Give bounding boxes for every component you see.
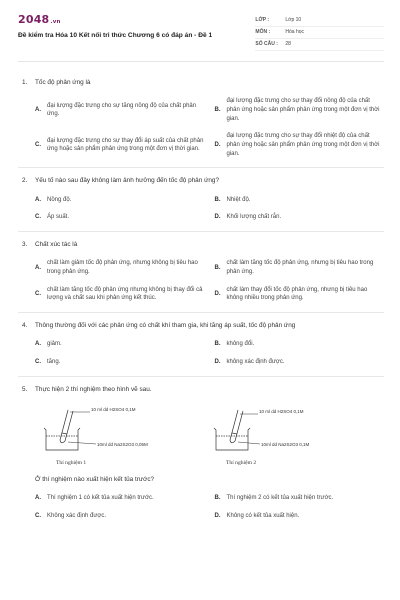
question-number: 2.	[22, 177, 28, 185]
answer-letter: A.	[35, 264, 41, 271]
answer-option-b[interactable]	[215, 259, 385, 276]
experiment-caption: Thí nghiệm 1	[56, 460, 87, 467]
exam-header	[18, 14, 384, 62]
answer-letter: B.	[214, 264, 221, 271]
logo-main: 2048	[18, 13, 50, 26]
meta-value: Lớp 10	[285, 16, 302, 23]
meta-row-class	[255, 15, 384, 27]
answer-letter: B.	[214, 196, 221, 203]
answer-text: Không có kết tủa xuất hiện.	[226, 513, 300, 520]
answer-letter: C.	[35, 513, 41, 520]
answer-option-b[interactable]	[215, 196, 385, 205]
answer-option-c[interactable]	[35, 286, 205, 303]
answer-option-d[interactable]	[215, 358, 385, 367]
exam-meta	[255, 15, 384, 51]
reagent-bottom-label: 10ml dd Na2S2O3 0,1M	[261, 442, 310, 448]
answer-option-d[interactable]	[215, 512, 385, 521]
experiment-caption: Thí nghiệm 2	[226, 460, 257, 467]
question-text: Thực hiện 2 thí nghiệm theo hình vẽ sau.	[35, 385, 152, 393]
answer-option-c[interactable]	[35, 213, 205, 222]
answer-option-a[interactable]	[35, 340, 205, 349]
question-number: 3.	[22, 241, 28, 249]
answer-letter: B.	[214, 106, 221, 113]
answer-option-c[interactable]	[35, 358, 205, 367]
meta-label: LỚP :	[255, 16, 270, 23]
question-number: 5.	[22, 385, 28, 393]
answer-text: Không xác định được.	[47, 513, 106, 520]
answer-option-a[interactable]	[35, 196, 205, 205]
answer-letter: C.	[35, 359, 41, 366]
header-left	[18, 14, 255, 40]
answer-option-a[interactable]	[35, 97, 205, 123]
answer-letter: B.	[214, 341, 221, 348]
question-1	[18, 70, 384, 168]
answer-text: giảm.	[47, 341, 62, 348]
question-3	[18, 232, 384, 313]
question-5	[18, 377, 384, 530]
question-stem	[18, 385, 384, 394]
answer-text: chất làm thay đổi tốc độ phản ứng, nhưng bị tiêu hao không nhiều trong phản ứng.	[226, 286, 368, 302]
experiment-figures	[18, 400, 384, 467]
answer-option-d[interactable]	[215, 132, 385, 158]
answer-option-b[interactable]	[215, 340, 385, 349]
experiment-1	[38, 400, 178, 467]
answer-text: đại lượng đặc trưng cho sự thay đổi nhiệt độ của chất phản ứng hoặc sản phẩm phản ứng trong một đơn vị thời gian.	[226, 133, 380, 157]
answer-text: đại lượng đặc trưng cho sự thay đổi áp suất của chất phản ứng hoặc sản phẩm phản ứng trong một đơn vị thời gian.	[47, 137, 204, 153]
meta-value: 28	[285, 40, 291, 47]
answer-letter: D.	[214, 359, 221, 366]
question-text: Tốc độ phản ứng là	[35, 79, 91, 86]
answer-options	[18, 494, 384, 520]
answer-options	[18, 97, 384, 158]
meta-row-count	[255, 39, 384, 51]
question-number: 1.	[22, 79, 28, 86]
answer-letter: A.	[35, 196, 41, 203]
answer-text: Thí nghiệm 2 có kết tủa xuất hiện trước.	[226, 495, 334, 502]
answer-text: chất làm tăng tốc độ phản ứng nhưng không bị thay đổi cả lượng và chất sau khi phản ứng kết thúc.	[47, 286, 203, 302]
site-logo[interactable]	[18, 14, 255, 26]
answer-text: đại lượng đặc trưng cho sự tăng nồng độ của chất phản ứng.	[47, 102, 197, 118]
question-stem	[18, 240, 384, 249]
answer-option-c[interactable]	[35, 512, 205, 521]
answer-option-a[interactable]	[35, 494, 205, 503]
answer-option-d[interactable]	[215, 286, 385, 303]
answer-text: Nhiệt độ.	[226, 196, 251, 203]
reagent-top-label: 10 ml dd H2SO4 0,1M	[259, 409, 304, 415]
question-2	[18, 168, 384, 232]
answer-letter: C.	[35, 291, 41, 298]
test-tube-icon	[60, 410, 73, 443]
answer-letter: D.	[214, 142, 221, 149]
answer-text: không xác định được.	[226, 359, 285, 366]
answer-options	[18, 196, 384, 222]
answer-options	[18, 340, 384, 366]
experiment-2-diagram	[208, 400, 348, 458]
answer-text: Áp suất.	[47, 214, 70, 221]
answer-text: chất làm tăng tốc độ phản ứng, nhưng bị tiêu hao trong phản ứng.	[226, 260, 374, 276]
answer-text: Thí nghiệm 1 có kết tủa xuất hiện trước.	[47, 495, 154, 502]
answer-letter: A.	[35, 106, 41, 113]
experiment-2	[208, 400, 348, 467]
answer-letter: C.	[35, 214, 41, 221]
answer-options	[18, 259, 384, 303]
answer-letter: B.	[214, 495, 221, 502]
question-4	[18, 313, 384, 377]
meta-row-subject	[255, 27, 384, 39]
experiment-1-diagram	[38, 400, 178, 458]
exam-title: Đề kiểm tra Hóa 10 Kết nối tri thức Chương 6 có đáp án - Đề 1	[18, 31, 213, 39]
answer-text: đại lượng đặc trưng cho sự thay đổi nồng độ của chất phản ứng hoặc sản phẩm phản ứng trong một đơn vị thời gian.	[226, 98, 380, 122]
answer-text: tăng.	[47, 359, 61, 366]
answer-option-b[interactable]	[215, 494, 385, 503]
answer-option-d[interactable]	[215, 213, 385, 222]
answer-option-a[interactable]	[35, 259, 205, 276]
answer-letter: A.	[35, 495, 41, 502]
answer-letter: A.	[35, 341, 41, 348]
question-text: Yếu tố nào sau đây không làm ảnh hưởng đến tốc độ phản ứng?	[35, 177, 220, 185]
question-stem	[18, 78, 384, 87]
question-text: Thông thường đối với các phản ứng có chất khí tham gia, khi tăng áp suất, tốc độ phản ứng	[35, 322, 296, 330]
answer-text: không đổi.	[226, 341, 255, 348]
question-stem	[18, 176, 384, 185]
meta-value: Hóa học	[285, 28, 305, 35]
meta-label: SỐ CÂU :	[255, 40, 278, 47]
logo-suffix: .vn	[50, 19, 61, 25]
answer-option-c[interactable]	[35, 132, 205, 158]
question-list	[18, 70, 384, 530]
answer-letter: C.	[35, 142, 41, 149]
reagent-top-label: 10 ml dd H2SO4 0,1M	[91, 407, 136, 413]
question-number: 4.	[22, 322, 28, 330]
test-tube-icon	[230, 410, 243, 443]
answer-text: chất làm giảm tốc độ phản ứng, nhưng không bị tiêu hao trong phản ứng.	[47, 260, 198, 276]
reagent-bottom-label: 10ml dd Na2S2O3 0,05M	[97, 442, 148, 448]
meta-label: MÔN :	[255, 28, 271, 35]
question-text: Chất xúc tác là	[35, 241, 78, 249]
question-substem	[18, 475, 384, 484]
question-number-spacer	[18, 475, 35, 484]
question-text: Ở thí nghiệm nào xuất hiện kết tủa trước?	[35, 476, 155, 484]
answer-letter: D.	[214, 513, 221, 520]
answer-text: Nồng độ.	[47, 196, 72, 203]
answer-text: Khối lượng chất rắn.	[226, 214, 282, 221]
answer-letter: D.	[214, 291, 221, 298]
question-stem	[18, 321, 384, 330]
answer-option-b[interactable]	[215, 97, 385, 123]
answer-letter: D.	[214, 214, 221, 221]
